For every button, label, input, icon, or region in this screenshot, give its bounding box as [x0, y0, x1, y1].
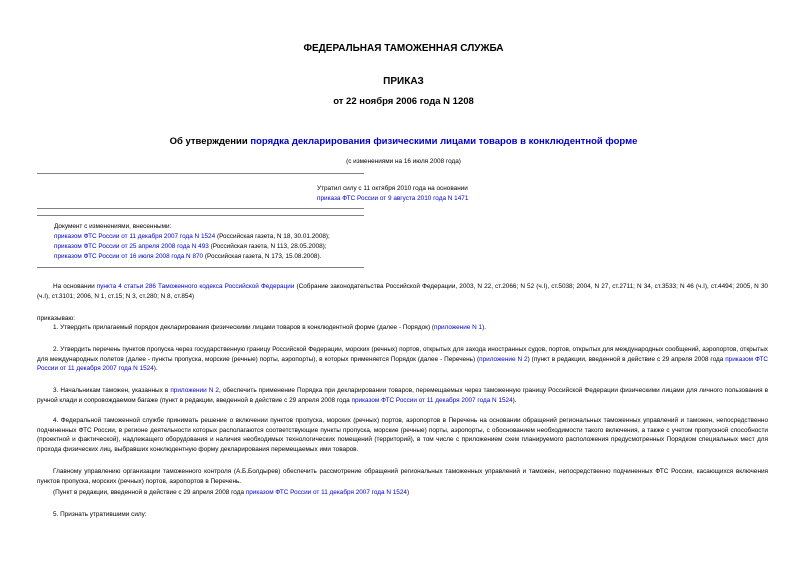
- divider-rule: [37, 215, 364, 216]
- amendment-link[interactable]: приказом ФТС России от 25 апреля 2008 года N 493: [54, 243, 209, 250]
- agency-title: ФЕДЕРАЛЬНАЯ ТАМОЖЕННАЯ СЛУЖБА: [303, 43, 504, 54]
- amended-note: (с изменениями на 16 июля 2008 года): [346, 158, 461, 165]
- validity-link[interactable]: приказа ФТС России от 9 августа 2010 года N 1471: [317, 195, 469, 202]
- order-item-2: 2. Утвердить перечень пунктов пропуска через государственную границу Российской Федерации, морских (речных) портов, открытых для захода иностранных судов, портов, открытых для международных сообщений, аэропортов, открытых для международных полетов (далее - пункты пропуска, морские (речные) порты, аэропорты), в которых применяется Порядок (далее - Перечень) (приложение N 2) (пункт в редакции, введенной в действие с 29 апреля 2008 года приказом ФТС России от 11 декабря 2007 года N 1524).: [37, 346, 768, 373]
- document-type: ПРИКАЗ: [383, 76, 424, 87]
- amendment-link[interactable]: приказом ФТС России от 11 декабря 2007 года N 1524: [54, 233, 216, 240]
- divider-rule: [37, 173, 364, 174]
- order-1524-link[interactable]: приказом ФТС России от 11 декабря 2007 года N 1524: [37, 355, 768, 373]
- order-item-3: 3. Начальникам таможен, указанных в приложении N 2, обеспечить применение Порядка при декларировании товаров, перемещаемых через таможенную границу Российской Федерации физическими лицами для личного пользования в ручной клади и сопровождаемом багаже (пункт в редакции, введенной в действие с 29 апреля 2008 года приказом ФТС России от 11 декабря 2007 года N 1524).: [37, 387, 768, 404]
- document-title: [0, 136, 807, 147]
- order-word: приказываю:: [37, 315, 75, 322]
- appendix-1-link[interactable]: приложение N 1: [433, 324, 483, 331]
- basis-paragraph: На основании пункта 4 статьи 286 Таможенного кодекса Российской Федерации (Собрание законодательства Российской Федерации, 2003, N 22, ст.2066; N 52 (ч.I), ст.5038; 2004, N 27, ст.2711; N 34, ст.3533; N 46 (ч.I), ст.4494; 2005, N 30 (ч.I), ст.3101; 2006, N 1, ст.15; N 3, ст.280; N 8, ст.854): [37, 283, 768, 300]
- order-1524-link[interactable]: приказом ФТС России от 11 декабря 2007 года N 1524: [351, 396, 513, 404]
- order-item-1: 1. Утвердить прилагаемый порядок декларирования физическими лицами товаров в конклюдентной форме (далее - Порядок) (приложение N 1).: [53, 324, 486, 331]
- basis-link[interactable]: пункта 4 статьи 286 Таможенного кодекса Российской Федерации: [96, 283, 295, 290]
- order-1524-link[interactable]: приказом ФТС России от 11 декабря 2007 года N 1524: [245, 489, 407, 496]
- amendments-heading: Документ с изменениями, внесенными:: [54, 223, 172, 230]
- amendment-link[interactable]: приказом ФТС России от 16 июля 2008 года N 870: [54, 253, 204, 260]
- amendment-item: приказом ФТС России от 25 апреля 2008 года N 493 (Российская газета, N 113, 28.05.2008);: [54, 243, 327, 250]
- title-prefix: Об утверждении: [169, 136, 251, 147]
- validity-line: Утратил силу с 11 октября 2010 года на основании: [317, 185, 468, 192]
- document-date: от 22 ноября 2006 года N 1208: [333, 96, 474, 107]
- order-item-4-continued: Главному управлению организации таможенного контроля (А.Б.Болдырев) обеспечить рассмотрение обращений региональных таможенных управлений и таможен, непосредственно подчиненных ФТС России, касающихся включения пунктов пропуска, морских (речных) портов, аэропортов в Перечень.: [37, 468, 768, 485]
- divider-rule: [37, 208, 364, 209]
- order-item-4: 4. Федеральной таможенной службе принимать решение о включении пунктов пропуска, морских (речных) портов, аэропортов в Перечень на основании обращений региональных таможенных управлений и таможен, непосредственно подчиненных ФТС России, в регионе деятельности которых располагаются соответствующие пункты пропуска, морские (речные) порты, аэропорты, с обоснованием необходимости такого включения, а также с учетом пропускной способности (проектной и фактической), надлежащего оборудования и наличия необходимых технологических помещений (территорий), в том числе с приложением схем планируемого расположения предусмотренных Порядком специальных мест для прохода физических лиц, выбравших конклюдентную форму декларирования перемещаемых ими товаров.: [37, 417, 768, 453]
- appendix-2-link[interactable]: приложении N 2: [170, 387, 219, 394]
- divider-rule: [37, 267, 364, 268]
- amendment-item: приказом ФТС России от 11 декабря 2007 года N 1524 (Российская газета, N 18, 30.01.2008);: [54, 233, 330, 240]
- title-link[interactable]: порядка декларирования физическими лицами товаров в конклюдентной форме: [250, 136, 638, 147]
- appendix-2-link[interactable]: приложение N 2: [479, 355, 528, 363]
- order-item-5: 5. Признать утратившими силу:: [53, 511, 147, 518]
- order-item-4-note: (Пункт в редакции, введенной в действие с 29 апреля 2008 года приказом ФТС России от 11 декабря 2007 года N 1524): [53, 489, 410, 496]
- amendment-item: приказом ФТС России от 16 июля 2008 года N 870 (Российская газета, N 173, 15.08.2008).: [54, 253, 322, 260]
